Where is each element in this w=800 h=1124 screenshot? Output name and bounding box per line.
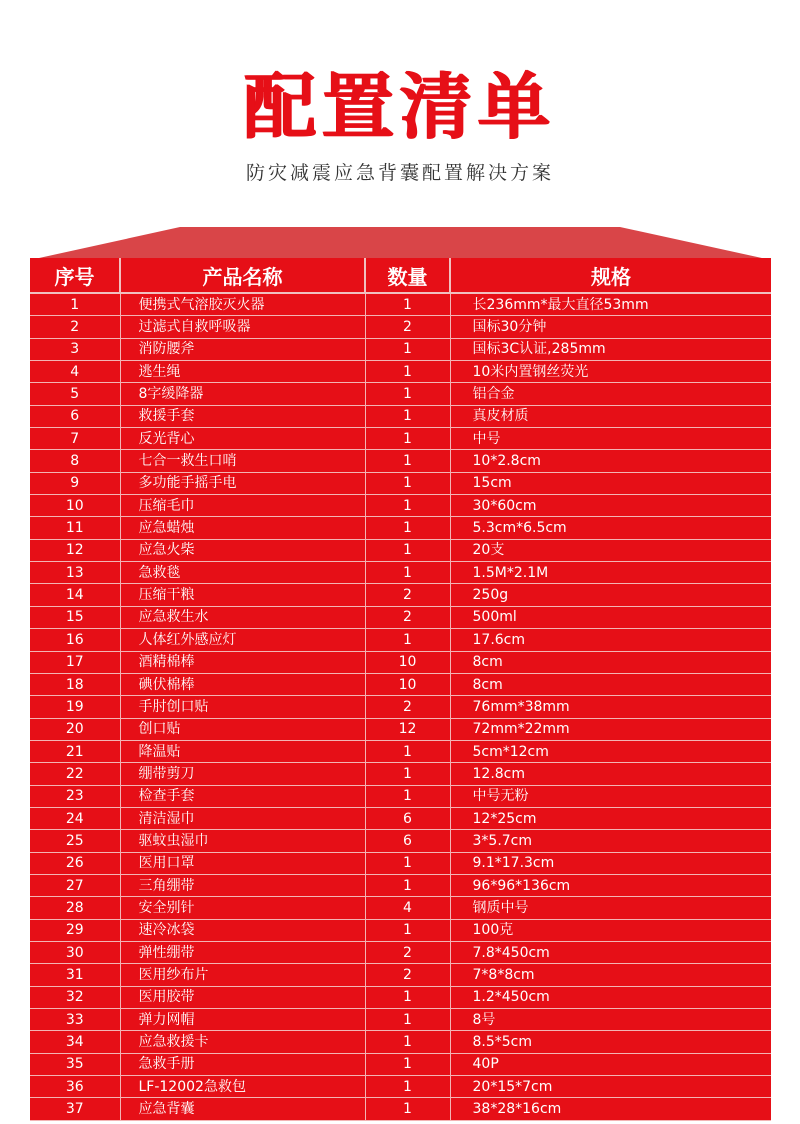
table-row bbox=[30, 405, 771, 427]
product-name-cell: 创口贴 bbox=[120, 718, 365, 740]
row-number-cell: 6 bbox=[30, 405, 120, 427]
row-number-cell: 31 bbox=[30, 964, 120, 986]
table-banner bbox=[0, 225, 800, 260]
specification-cell: 国标3C认证,285mm bbox=[450, 338, 771, 360]
row-number-cell: 32 bbox=[30, 986, 120, 1008]
specification-cell: 30*60cm bbox=[450, 495, 771, 517]
quantity-cell: 2 bbox=[365, 316, 450, 338]
quantity-cell: 1 bbox=[365, 1031, 450, 1053]
table-row bbox=[30, 964, 771, 986]
quantity-cell: 1 bbox=[365, 338, 450, 360]
product-name-cell: LF-12002急救包 bbox=[120, 1076, 365, 1098]
product-name-cell: 救援手套 bbox=[120, 405, 365, 427]
specification-cell: 15cm bbox=[450, 472, 771, 494]
table-row bbox=[30, 874, 771, 896]
product-name-cell: 便携式气溶胶灭火器 bbox=[120, 293, 365, 316]
table-row bbox=[30, 316, 771, 338]
specification-cell: 20*15*7cm bbox=[450, 1076, 771, 1098]
product-name-cell: 医用纱布片 bbox=[120, 964, 365, 986]
product-name-cell: 过滤式自救呼吸器 bbox=[120, 316, 365, 338]
quantity-cell: 1 bbox=[365, 986, 450, 1008]
table-row bbox=[30, 830, 771, 852]
table-row bbox=[30, 584, 771, 606]
product-name-cell: 弹力网帽 bbox=[120, 1009, 365, 1031]
table-row bbox=[30, 1031, 771, 1053]
column-header-name: 产品名称 bbox=[120, 258, 365, 293]
specification-cell: 72mm*22mm bbox=[450, 718, 771, 740]
specification-cell: 20支 bbox=[450, 539, 771, 561]
column-header-qty: 数量 bbox=[365, 258, 450, 293]
quantity-cell: 1 bbox=[365, 1053, 450, 1075]
product-name-cell: 检查手套 bbox=[120, 785, 365, 807]
specification-cell: 真皮材质 bbox=[450, 405, 771, 427]
table-row bbox=[30, 897, 771, 919]
row-number-cell: 23 bbox=[30, 785, 120, 807]
quantity-cell: 1 bbox=[365, 517, 450, 539]
specification-cell: 8.5*5cm bbox=[450, 1031, 771, 1053]
row-number-cell: 37 bbox=[30, 1098, 120, 1120]
specification-cell: 3*5.7cm bbox=[450, 830, 771, 852]
quantity-cell: 12 bbox=[365, 718, 450, 740]
specification-cell: 5cm*12cm bbox=[450, 740, 771, 762]
specification-cell: 钢质中号 bbox=[450, 897, 771, 919]
row-number-cell: 8 bbox=[30, 450, 120, 472]
quantity-cell: 1 bbox=[365, 1098, 450, 1120]
row-number-cell: 29 bbox=[30, 919, 120, 941]
row-number-cell: 24 bbox=[30, 807, 120, 829]
product-name-cell: 安全别针 bbox=[120, 897, 365, 919]
table-row bbox=[30, 1076, 771, 1098]
table-row bbox=[30, 293, 771, 316]
column-header-no: 序号 bbox=[30, 258, 120, 293]
row-number-cell: 21 bbox=[30, 740, 120, 762]
table-row bbox=[30, 785, 771, 807]
config-table bbox=[30, 258, 771, 1121]
product-name-cell: 压缩干粮 bbox=[120, 584, 365, 606]
specification-cell: 40P bbox=[450, 1053, 771, 1075]
product-name-cell: 应急蜡烛 bbox=[120, 517, 365, 539]
specification-cell: 国标30分钟 bbox=[450, 316, 771, 338]
specification-cell: 8号 bbox=[450, 1009, 771, 1031]
specification-cell: 中号 bbox=[450, 428, 771, 450]
table-row bbox=[30, 763, 771, 785]
specification-cell: 9.1*17.3cm bbox=[450, 852, 771, 874]
quantity-cell: 1 bbox=[365, 740, 450, 762]
quantity-cell: 1 bbox=[365, 405, 450, 427]
table-row bbox=[30, 450, 771, 472]
product-name-cell: 驱蚊虫湿巾 bbox=[120, 830, 365, 852]
quantity-cell: 1 bbox=[365, 539, 450, 561]
quantity-cell: 1 bbox=[365, 562, 450, 584]
table-body bbox=[30, 293, 771, 1120]
quantity-cell: 1 bbox=[365, 450, 450, 472]
product-name-cell: 逃生绳 bbox=[120, 361, 365, 383]
row-number-cell: 5 bbox=[30, 383, 120, 405]
quantity-cell: 1 bbox=[365, 785, 450, 807]
product-name-cell: 人体红外感应灯 bbox=[120, 629, 365, 651]
table-row bbox=[30, 606, 771, 628]
product-name-cell: 应急救生水 bbox=[120, 606, 365, 628]
row-number-cell: 17 bbox=[30, 651, 120, 673]
product-name-cell: 应急火柴 bbox=[120, 539, 365, 561]
column-header-spec: 规格 bbox=[450, 258, 771, 293]
quantity-cell: 2 bbox=[365, 606, 450, 628]
product-name-cell: 弹性绷带 bbox=[120, 941, 365, 963]
product-name-cell: 医用胶带 bbox=[120, 986, 365, 1008]
product-name-cell: 手肘创口贴 bbox=[120, 696, 365, 718]
row-number-cell: 16 bbox=[30, 629, 120, 651]
product-name-cell: 速冷冰袋 bbox=[120, 919, 365, 941]
table-row bbox=[30, 629, 771, 651]
table-row bbox=[30, 919, 771, 941]
quantity-cell: 1 bbox=[365, 1076, 450, 1098]
row-number-cell: 26 bbox=[30, 852, 120, 874]
specification-cell: 长236mm*最大直径53mm bbox=[450, 293, 771, 316]
table-row bbox=[30, 539, 771, 561]
quantity-cell: 2 bbox=[365, 584, 450, 606]
config-table-container bbox=[30, 258, 771, 1121]
quantity-cell: 2 bbox=[365, 696, 450, 718]
row-number-cell: 9 bbox=[30, 472, 120, 494]
table-row bbox=[30, 361, 771, 383]
specification-cell: 铝合金 bbox=[450, 383, 771, 405]
row-number-cell: 3 bbox=[30, 338, 120, 360]
row-number-cell: 15 bbox=[30, 606, 120, 628]
row-number-cell: 11 bbox=[30, 517, 120, 539]
table-row bbox=[30, 472, 771, 494]
product-name-cell: 碘伏棉棒 bbox=[120, 673, 365, 695]
product-name-cell: 三角绷带 bbox=[120, 874, 365, 896]
product-name-cell: 多功能手摇手电 bbox=[120, 472, 365, 494]
quantity-cell: 1 bbox=[365, 383, 450, 405]
table-row bbox=[30, 696, 771, 718]
table-row bbox=[30, 1098, 771, 1120]
product-name-cell: 清洁湿巾 bbox=[120, 807, 365, 829]
row-number-cell: 4 bbox=[30, 361, 120, 383]
row-number-cell: 14 bbox=[30, 584, 120, 606]
table-row bbox=[30, 338, 771, 360]
row-number-cell: 10 bbox=[30, 495, 120, 517]
table-row bbox=[30, 807, 771, 829]
table-row bbox=[30, 1009, 771, 1031]
product-name-cell: 七合一救生口哨 bbox=[120, 450, 365, 472]
row-number-cell: 35 bbox=[30, 1053, 120, 1075]
quantity-cell: 2 bbox=[365, 964, 450, 986]
product-name-cell: 绷带剪刀 bbox=[120, 763, 365, 785]
row-number-cell: 2 bbox=[30, 316, 120, 338]
product-name-cell: 降温贴 bbox=[120, 740, 365, 762]
quantity-cell: 1 bbox=[365, 629, 450, 651]
specification-cell: 10米内置钢丝荧光 bbox=[450, 361, 771, 383]
quantity-cell: 10 bbox=[365, 651, 450, 673]
table-row bbox=[30, 740, 771, 762]
quantity-cell: 1 bbox=[365, 428, 450, 450]
quantity-cell: 1 bbox=[365, 293, 450, 316]
product-name-cell: 急救手册 bbox=[120, 1053, 365, 1075]
row-number-cell: 20 bbox=[30, 718, 120, 740]
specification-cell: 1.5M*2.1M bbox=[450, 562, 771, 584]
table-row bbox=[30, 718, 771, 740]
row-number-cell: 13 bbox=[30, 562, 120, 584]
quantity-cell: 1 bbox=[365, 763, 450, 785]
specification-cell: 中号无粉 bbox=[450, 785, 771, 807]
specification-cell: 5.3cm*6.5cm bbox=[450, 517, 771, 539]
specification-cell: 17.6cm bbox=[450, 629, 771, 651]
table-row bbox=[30, 428, 771, 450]
table-row bbox=[30, 517, 771, 539]
specification-cell: 12*25cm bbox=[450, 807, 771, 829]
row-number-cell: 36 bbox=[30, 1076, 120, 1098]
specification-cell: 100克 bbox=[450, 919, 771, 941]
specification-cell: 76mm*38mm bbox=[450, 696, 771, 718]
specification-cell: 8cm bbox=[450, 673, 771, 695]
quantity-cell: 1 bbox=[365, 495, 450, 517]
table-row bbox=[30, 852, 771, 874]
specification-cell: 8cm bbox=[450, 651, 771, 673]
quantity-cell: 6 bbox=[365, 807, 450, 829]
product-name-cell: 急救毯 bbox=[120, 562, 365, 584]
table-row bbox=[30, 986, 771, 1008]
quantity-cell: 1 bbox=[365, 361, 450, 383]
table-row bbox=[30, 941, 771, 963]
product-name-cell: 应急背囊 bbox=[120, 1098, 365, 1120]
table-row bbox=[30, 1053, 771, 1075]
specification-cell: 7*8*8cm bbox=[450, 964, 771, 986]
table-row bbox=[30, 383, 771, 405]
specification-cell: 96*96*136cm bbox=[450, 874, 771, 896]
product-name-cell: 压缩毛巾 bbox=[120, 495, 365, 517]
specification-cell: 38*28*16cm bbox=[450, 1098, 771, 1120]
table-row bbox=[30, 673, 771, 695]
product-name-cell: 酒精棉棒 bbox=[120, 651, 365, 673]
quantity-cell: 1 bbox=[365, 472, 450, 494]
quantity-cell: 10 bbox=[365, 673, 450, 695]
page-title: 配置清单 bbox=[243, 65, 556, 149]
row-number-cell: 19 bbox=[30, 696, 120, 718]
quantity-cell: 2 bbox=[365, 941, 450, 963]
row-number-cell: 12 bbox=[30, 539, 120, 561]
table-row bbox=[30, 495, 771, 517]
row-number-cell: 34 bbox=[30, 1031, 120, 1053]
specification-cell: 1.2*450cm bbox=[450, 986, 771, 1008]
row-number-cell: 33 bbox=[30, 1009, 120, 1031]
row-number-cell: 25 bbox=[30, 830, 120, 852]
quantity-cell: 6 bbox=[365, 830, 450, 852]
table-row bbox=[30, 562, 771, 584]
page-subtitle: 防灾减震应急背囊配置解决方案 bbox=[245, 162, 554, 184]
quantity-cell: 1 bbox=[365, 852, 450, 874]
product-name-cell: 反光背心 bbox=[120, 428, 365, 450]
quantity-cell: 1 bbox=[365, 874, 450, 896]
row-number-cell: 22 bbox=[30, 763, 120, 785]
table-row bbox=[30, 651, 771, 673]
quantity-cell: 1 bbox=[365, 1009, 450, 1031]
specification-cell: 12.8cm bbox=[450, 763, 771, 785]
specification-cell: 250g bbox=[450, 584, 771, 606]
quantity-cell: 4 bbox=[365, 897, 450, 919]
specification-cell: 10*2.8cm bbox=[450, 450, 771, 472]
product-name-cell: 消防腰斧 bbox=[120, 338, 365, 360]
product-name-cell: 医用口罩 bbox=[120, 852, 365, 874]
row-number-cell: 18 bbox=[30, 673, 120, 695]
product-name-cell: 应急救援卡 bbox=[120, 1031, 365, 1053]
quantity-cell: 1 bbox=[365, 919, 450, 941]
row-number-cell: 30 bbox=[30, 941, 120, 963]
product-name-cell: 8字缓降器 bbox=[120, 383, 365, 405]
row-number-cell: 28 bbox=[30, 897, 120, 919]
row-number-cell: 27 bbox=[30, 874, 120, 896]
banner-trapezoid bbox=[30, 227, 771, 260]
specification-cell: 7.8*450cm bbox=[450, 941, 771, 963]
specification-cell: 500ml bbox=[450, 606, 771, 628]
row-number-cell: 7 bbox=[30, 428, 120, 450]
row-number-cell: 1 bbox=[30, 293, 120, 316]
table-header-row bbox=[30, 258, 771, 293]
